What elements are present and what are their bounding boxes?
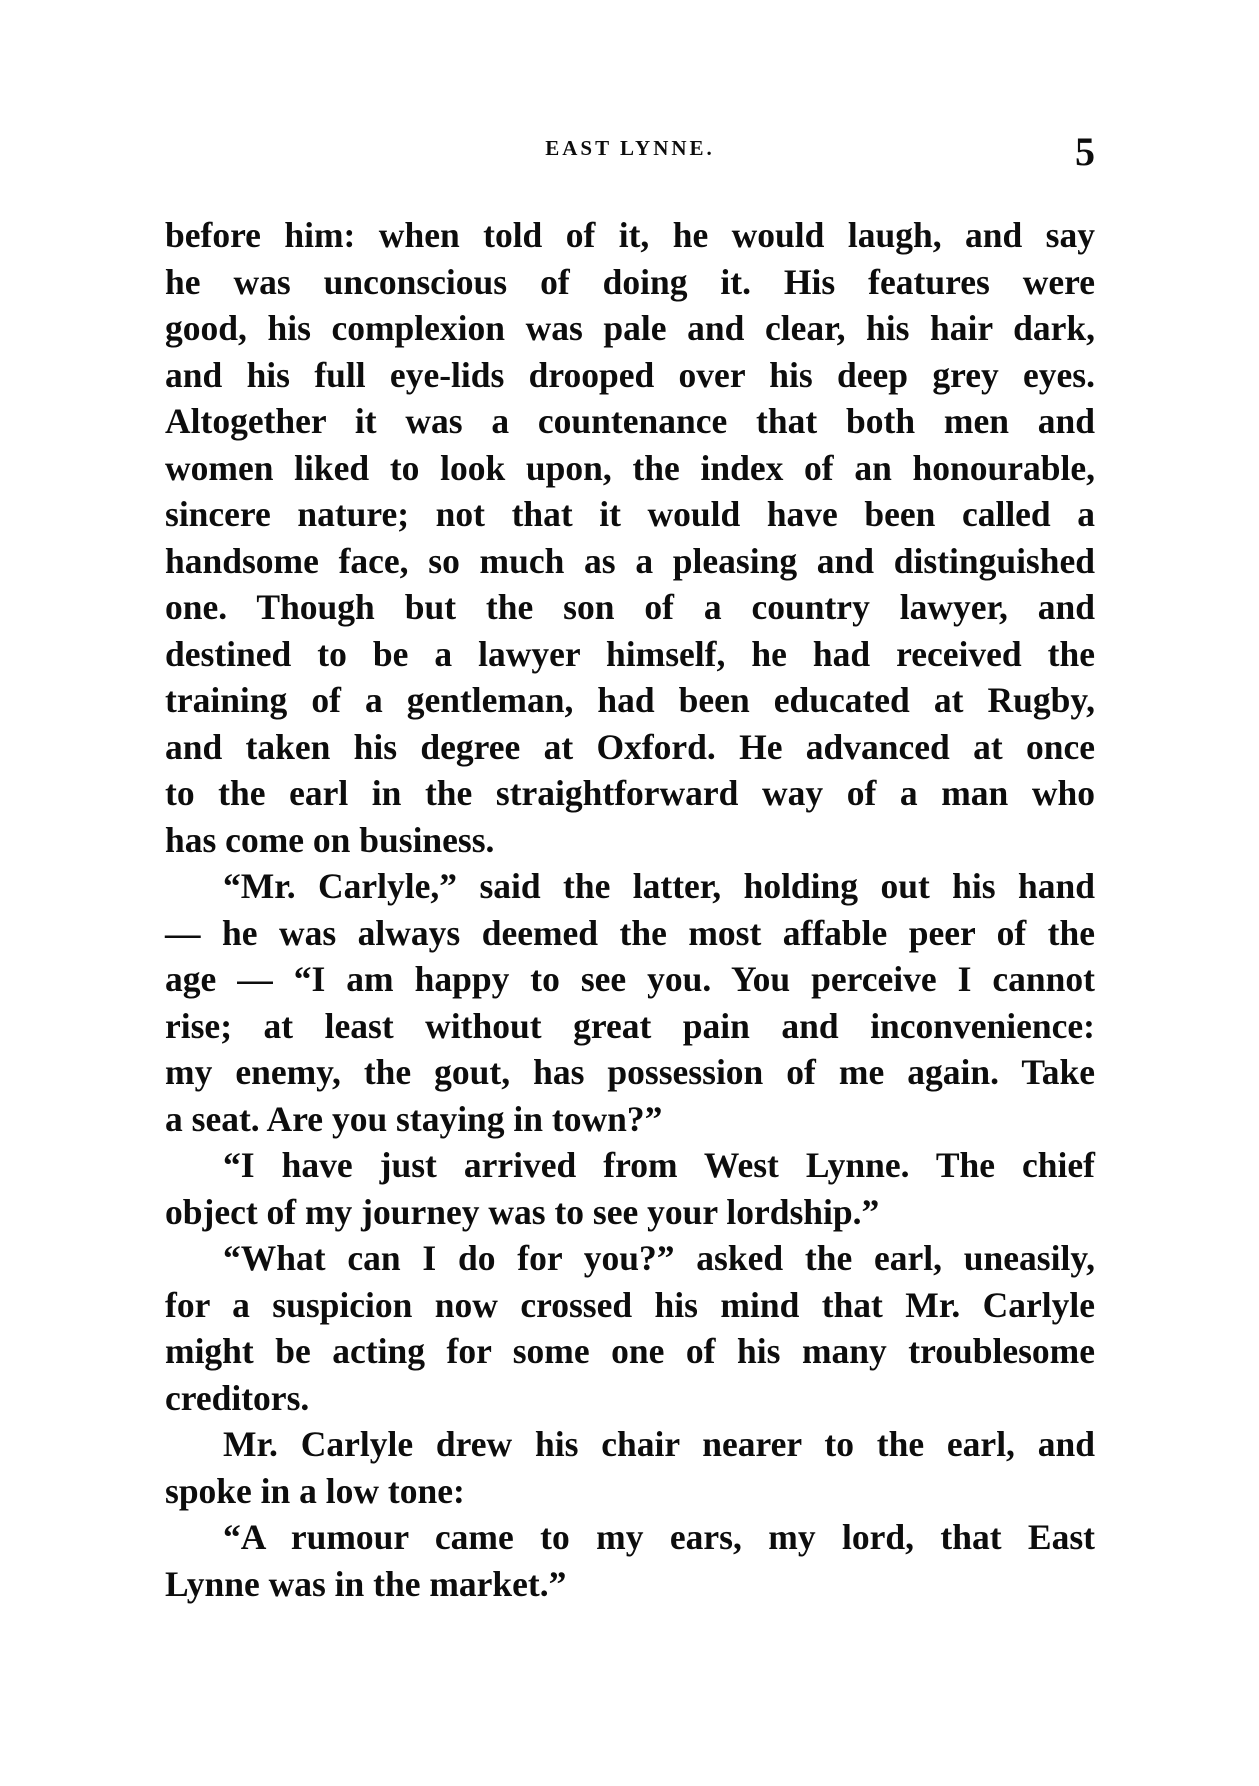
- text-line: age — “I am happy to see you. You perceive I cannot: [165, 959, 1095, 999]
- text-line: Lynne was in the market.”: [165, 1563, 567, 1604]
- text-line: has come on business.: [165, 819, 495, 860]
- text-line: — he was always deemed the most affable peer of the: [165, 912, 1095, 953]
- text-line: sincere nature; not that it would have been called a: [165, 494, 1095, 534]
- text-line: “What can I do for you?” asked the earl, uneasily,: [223, 1238, 1095, 1278]
- text-line: “I have just arrived from West Lynne. The chief: [223, 1145, 1095, 1185]
- text-line: and taken his degree at Oxford. He advanced at once: [165, 726, 1095, 767]
- text-line: good, his complexion was pale and clear, his hair dark,: [165, 308, 1095, 348]
- text-line: my enemy, the gout, has possession of me again. Take: [165, 1052, 1095, 1092]
- text-line: training of a gentleman, had been educated at Rugby,: [165, 680, 1095, 720]
- text-line: women liked to look upon, the index of an honourable,: [165, 447, 1095, 488]
- text-line: handsome face, so much as a pleasing and distinguished: [165, 540, 1095, 581]
- text-line: destined to be a lawyer himself, he had received the: [165, 633, 1095, 674]
- text-line: one. Though but the son of a country lawyer, and: [165, 587, 1095, 627]
- body-text: [165, 212, 1095, 1607]
- text-line: rise; at least without great pain and inconvenience:: [165, 1005, 1095, 1046]
- page-number: 5: [1075, 129, 1095, 174]
- text-line: creditors.: [165, 1377, 310, 1418]
- text-line: for a suspicion now crossed his mind that Mr. Carlyle: [165, 1284, 1095, 1325]
- text-line: to the earl in the straightforward way of a man who: [165, 773, 1095, 813]
- text-line: a seat. Are you staying in town?”: [165, 1098, 663, 1139]
- text-line: might be acting for some one of his many troublesome: [165, 1331, 1095, 1371]
- text-line: Altogether it was a countenance that both men and: [165, 401, 1095, 441]
- text-line: spoke in a low tone:: [165, 1470, 465, 1511]
- text-line: “Mr. Carlyle,” said the latter, holding out his hand: [223, 866, 1095, 906]
- running-header: [165, 128, 1095, 174]
- text-line: object of my journey was to see your lordship.”: [165, 1191, 880, 1232]
- text-line: he was unconscious of doing it. His features were: [165, 261, 1095, 302]
- running-title: EAST LYNNE.: [545, 136, 715, 160]
- text-line: and his full eye-lids drooped over his deep grey eyes.: [165, 354, 1095, 395]
- text-line: Mr. Carlyle drew his chair nearer to the earl, and: [223, 1424, 1095, 1464]
- text-line: before him: when told of it, he would laugh, and say: [165, 215, 1095, 255]
- text-line: “A rumour came to my ears, my lord, that East: [223, 1517, 1095, 1557]
